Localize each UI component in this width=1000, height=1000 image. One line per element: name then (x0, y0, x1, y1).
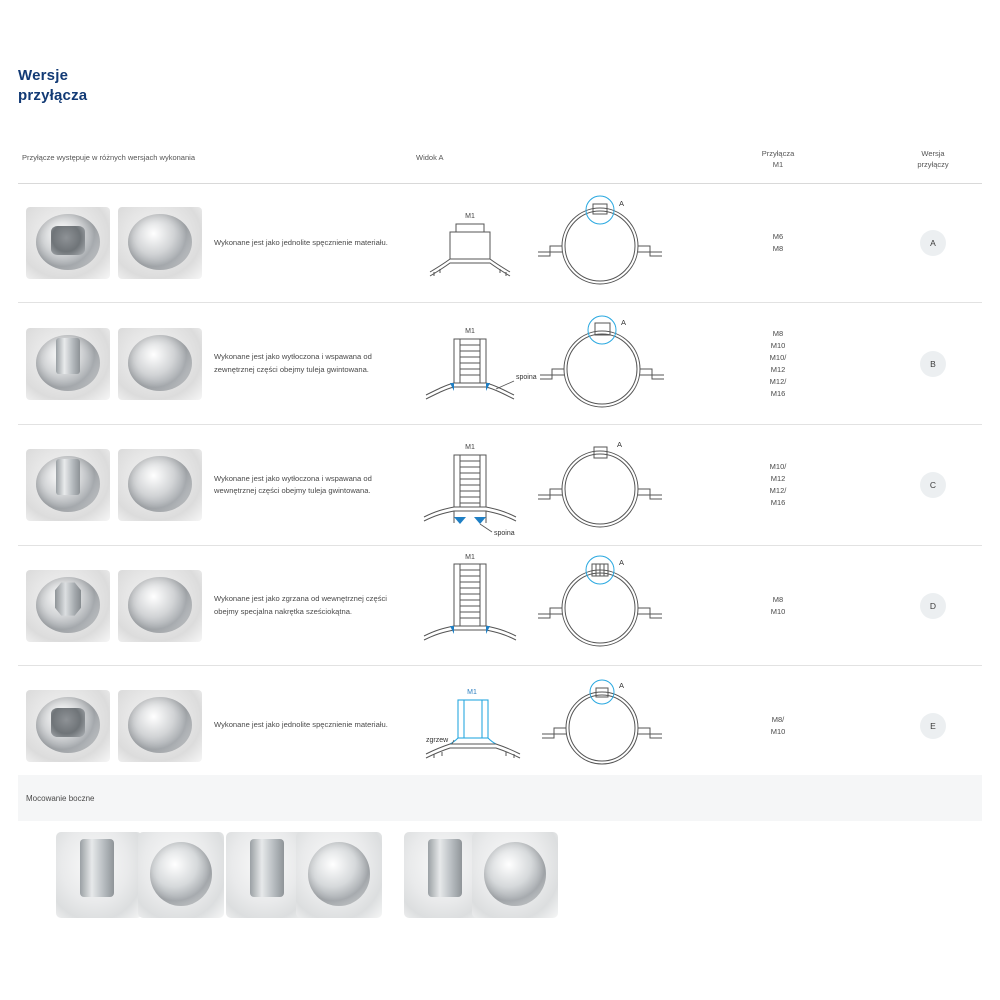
row-description-cell (214, 546, 404, 665)
technical-drawing-c (410, 425, 710, 546)
row-description-cell (214, 303, 404, 424)
header-view-a: Widok A (416, 153, 444, 162)
row-version-cell (878, 546, 988, 665)
row-photos (18, 425, 208, 545)
page-title-line1: Wersje (18, 67, 69, 84)
row-description: Wykonane jest jako jednolite spęcznienie materiału. (214, 237, 388, 247)
page-title (18, 66, 87, 107)
technical-drawing-d (410, 546, 710, 666)
label-a: A (621, 318, 627, 327)
product-photo (26, 207, 110, 279)
m1-value: M12 (770, 474, 786, 483)
table-row (18, 546, 982, 666)
m1-value: M8 (772, 594, 784, 604)
label-weld: spoina (494, 530, 515, 537)
row-photos (18, 184, 208, 302)
row-description: Wykonane jest jako wytłoczona i wspawana od zewnętrznej części obejmy tuleja gwintowana. (214, 352, 372, 374)
row-description-cell (214, 666, 404, 785)
m1-value: M10/ (769, 462, 787, 471)
product-photo (118, 207, 202, 279)
label-m1: M1 (465, 213, 475, 220)
row-m1-values (718, 546, 838, 665)
row-drawing (410, 303, 710, 424)
label-m1: M1 (465, 554, 475, 561)
row-description: Wykonane jest jako zgrzana od wewnętrznej części obejmy specjalna nakrętka sześciokątna. (214, 594, 387, 616)
row-description: Wykonane jest jako jednolite spęcznienie materiału. (214, 720, 388, 730)
row-m1-values (718, 184, 838, 302)
side-mounting-photos (18, 826, 982, 936)
technical-drawing-b (410, 303, 710, 425)
versions-table (18, 136, 982, 786)
header-connections-line1: Przyłącza (761, 149, 795, 158)
m1-value: M16 (770, 388, 786, 398)
row-drawing (410, 425, 710, 545)
technical-drawing-a (410, 184, 710, 303)
row-drawing (410, 666, 710, 785)
m1-value: M10 (770, 340, 786, 350)
version-badge: A (920, 230, 946, 256)
side-photo (472, 832, 558, 918)
label-weld: spoina (516, 374, 537, 381)
side-photo (138, 832, 224, 918)
table-row (18, 303, 982, 425)
product-photo (26, 449, 110, 521)
section-header-side-mounting (18, 775, 982, 821)
m1-value: M10/ (769, 352, 787, 362)
version-badge: D (920, 593, 946, 619)
m1-value: M16 (770, 498, 786, 507)
row-version-cell (878, 425, 988, 545)
row-drawing (410, 184, 710, 302)
section-label: Mocowanie boczne (26, 793, 95, 803)
row-photos (18, 303, 208, 424)
label-a: A (619, 558, 625, 567)
header-version-line1: Wersja (921, 149, 945, 158)
row-m1-values (718, 666, 838, 785)
label-a: A (619, 199, 625, 208)
table-row (18, 425, 982, 546)
row-description-cell (214, 425, 404, 545)
label-a: A (617, 440, 623, 449)
version-badge: B (920, 351, 946, 377)
row-version-cell (878, 666, 988, 785)
header-version (878, 148, 988, 171)
table-row (18, 184, 982, 303)
row-version-cell (878, 303, 988, 424)
header-description: Przyłącze występuje w różnych wersjach wykonania (22, 153, 195, 162)
label-m1: M1 (467, 689, 477, 696)
table-header-row (18, 136, 982, 184)
header-version-line2: przyłączy (917, 160, 949, 170)
header-connections-line2: M1 (772, 160, 784, 170)
label-m1: M1 (465, 444, 475, 451)
side-photo (296, 832, 382, 918)
side-photo (56, 832, 142, 918)
m1-value: M8/ (771, 714, 785, 724)
product-photo (26, 570, 110, 642)
row-drawing (410, 546, 710, 665)
product-photo (118, 449, 202, 521)
label-weld: zgrzew (426, 737, 449, 744)
m1-value: M12 (770, 364, 786, 374)
product-photo (26, 690, 110, 762)
m1-value: M8 (772, 244, 784, 253)
m1-value: M12/ (769, 486, 787, 495)
row-photos (18, 666, 208, 785)
row-version-cell (878, 184, 988, 302)
m1-value: M6 (772, 232, 784, 241)
product-photo (26, 328, 110, 400)
m1-value: M10 (770, 606, 786, 616)
version-badge: E (920, 713, 946, 739)
product-photo (118, 328, 202, 400)
row-description-cell (214, 184, 404, 302)
header-connections-m1 (718, 148, 838, 171)
label-a: A (619, 681, 625, 690)
row-photos (18, 546, 208, 665)
m1-value: M12/ (769, 376, 787, 386)
m1-value: M8 (772, 328, 784, 338)
label-m1: M1 (465, 328, 475, 335)
product-photo (118, 570, 202, 642)
page-title-line2: przyłącza (18, 87, 88, 105)
version-badge: C (920, 472, 946, 498)
m1-value: M10 (770, 726, 786, 736)
row-description: Wykonane jest jako wytłoczona i wspawana od wewnętrznej części obejmy tuleja gwintowana. (214, 473, 372, 495)
table-row (18, 666, 982, 786)
technical-drawing-e (410, 666, 710, 786)
row-m1-values (718, 425, 838, 545)
product-photo (118, 690, 202, 762)
row-m1-values (718, 303, 838, 424)
